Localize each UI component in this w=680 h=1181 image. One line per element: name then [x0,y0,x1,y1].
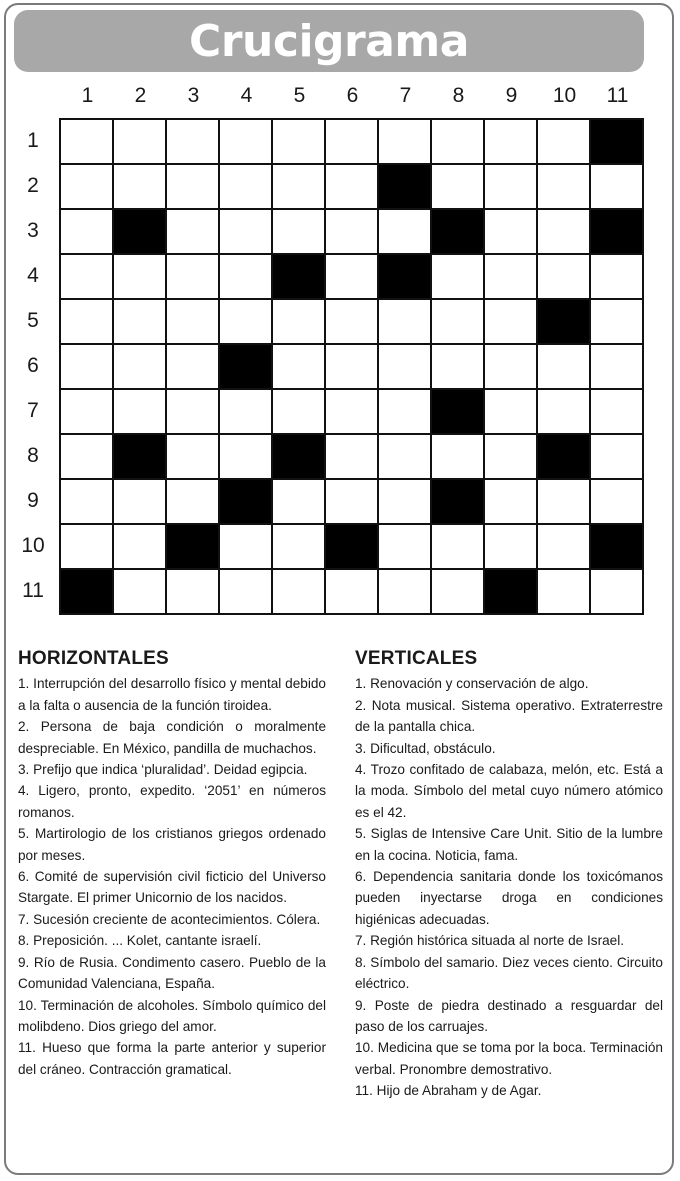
answer-cell[interactable] [273,390,324,433]
clue: 1. Renovación y conservación de algo. [355,676,589,692]
clue: 5. Siglas de Intensive Care Unit. Sitio de la lumbre en la cocina. Noticia, fama. [355,826,663,863]
answer-cell[interactable] [114,300,165,343]
row-number: 3 [27,219,39,242]
horizontal-clues-heading: HORIZONTALES [18,648,169,669]
answer-cell[interactable] [220,390,271,433]
answer-cell[interactable] [485,255,536,298]
clue: 3. Dificultad, obstáculo. [355,740,496,756]
black-cell [485,570,536,613]
answer-cell[interactable] [167,165,218,208]
clue: 1. Interrupción del desarrollo físico y mental debido a la falta o ausencia de la función tiroidea. [18,676,326,713]
answer-cell[interactable] [167,255,218,298]
answer-cell[interactable] [326,165,377,208]
answer-cell[interactable] [538,390,589,433]
black-cell [538,435,589,478]
answer-cell[interactable] [485,165,536,208]
clue: 9. Río de Rusia. Condimento casero. Pueblo de la Comunidad Valenciana, España. [18,954,326,992]
clue: 11. Hueso que forma la parte anterior y superior del cráneo. Contracción gramatical. [18,1040,326,1077]
answer-cell[interactable] [379,300,430,343]
answer-cell[interactable] [220,300,271,343]
vertical-clues [355,648,663,1102]
answer-cell[interactable] [326,480,377,523]
answer-cell[interactable] [538,525,589,568]
horizontal-clues [18,648,326,1080]
answer-cell[interactable] [591,300,642,343]
answer-cell[interactable] [61,165,112,208]
answer-cell[interactable] [591,345,642,388]
answer-cell[interactable] [167,390,218,433]
answer-cell[interactable] [432,120,483,163]
answer-cell[interactable] [591,480,642,523]
vertical-clue-list [355,673,663,1101]
answer-cell[interactable] [114,390,165,433]
black-cell [591,120,642,163]
horizontal-clue-list [18,673,326,1080]
answer-cell[interactable] [485,210,536,253]
clue: 9. Poste de piedra destinado a resguardar del paso de los carruajes. [355,997,663,1034]
column-number: 8 [452,84,465,107]
clue: 6. Dependencia sanitaria donde los toxicómanos pueden inyectarse droga en condiciones higiénicas adecuadas. [355,869,663,927]
answer-cell[interactable] [432,165,483,208]
clue: 6. Comité de supervisión civil ficticio del Universo Stargate. El primer Unicornio de los nacidos. [18,869,326,906]
answer-cell[interactable] [432,525,483,568]
answer-cell[interactable] [61,300,112,343]
black-cell [326,525,377,568]
column-number: 9 [505,84,518,107]
black-cell [432,210,483,253]
answer-cell[interactable] [379,345,430,388]
black-cell [114,435,165,478]
clue: 2. Nota musical. Sistema operativo. Extraterrestre de la pantalla chica. [355,697,663,735]
clue: 10. Medicina que se toma por la boca. Terminación verbal. Pronombre demostrativo. [355,1040,663,1077]
black-cell [114,210,165,253]
answer-cell[interactable] [61,345,112,388]
answer-cell[interactable] [485,480,536,523]
answer-cell[interactable] [114,165,165,208]
answer-cell[interactable] [538,210,589,253]
answer-cell[interactable] [591,570,642,613]
black-cell [273,255,324,298]
answer-cell[interactable] [273,480,324,523]
answer-cell[interactable] [432,300,483,343]
answer-cell[interactable] [485,300,536,343]
answer-cell[interactable] [220,255,271,298]
black-cell [273,435,324,478]
answer-cell[interactable] [591,390,642,433]
answer-cell[interactable] [432,345,483,388]
answer-cell[interactable] [167,300,218,343]
column-number: 6 [346,84,359,107]
crossword-grid [59,118,644,615]
answer-cell[interactable] [220,165,271,208]
column-number: 4 [240,84,253,107]
answer-cell[interactable] [591,255,642,298]
answer-cell[interactable] [273,120,324,163]
answer-cell[interactable] [326,210,377,253]
row-number: 2 [27,174,39,197]
answer-cell[interactable] [220,120,271,163]
answer-cell[interactable] [326,435,377,478]
answer-cell[interactable] [591,165,642,208]
answer-cell[interactable] [538,120,589,163]
answer-cell[interactable] [273,210,324,253]
row-number: 1 [27,129,39,152]
answer-cell[interactable] [220,210,271,253]
answer-cell[interactable] [61,390,112,433]
answer-cell[interactable] [61,525,112,568]
answer-cell[interactable] [326,300,377,343]
column-number: 1 [81,84,94,107]
column-number: 2 [134,84,147,107]
answer-cell[interactable] [485,390,536,433]
answer-cell[interactable] [432,570,483,613]
answer-cell[interactable] [485,120,536,163]
answer-cell[interactable] [167,435,218,478]
answer-cell[interactable] [326,120,377,163]
answer-cell[interactable] [273,345,324,388]
answer-cell[interactable] [167,210,218,253]
row-number: 8 [27,444,39,467]
black-cell [220,480,271,523]
clue: 7. Sucesión creciente de acontecimientos. Cólera. [18,911,321,927]
column-number: 11 [606,84,629,107]
answer-cell[interactable] [114,345,165,388]
answer-cell[interactable] [379,435,430,478]
clue: 3. Prefijo que indica ‘pluralidad’. Deidad egipcia. [18,762,308,778]
answer-cell[interactable] [61,435,112,478]
answer-cell[interactable] [379,480,430,523]
row-numbers [10,118,56,613]
answer-cell[interactable] [273,525,324,568]
black-cell [591,210,642,253]
row-number: 5 [27,309,39,332]
answer-cell[interactable] [61,255,112,298]
title-banner [14,10,644,72]
answer-cell[interactable] [220,570,271,613]
black-cell [61,570,112,613]
answer-cell[interactable] [167,345,218,388]
answer-cell[interactable] [326,345,377,388]
answer-cell[interactable] [538,480,589,523]
answer-cell[interactable] [114,480,165,523]
answer-cell[interactable] [379,120,430,163]
row-number: 4 [27,264,39,287]
clue: 11. Hijo de Abraham y de Agar. [355,1083,542,1099]
row-number: 10 [21,534,45,557]
answer-cell[interactable] [220,525,271,568]
answer-cell[interactable] [114,255,165,298]
answer-cell[interactable] [114,120,165,163]
answer-cell[interactable] [379,390,430,433]
answer-cell[interactable] [167,480,218,523]
clue: 4. Trozo confitado de calabaza, melón, etc. Está a la moda. Símbolo del metal cuyo número atómico es el 42. [355,762,663,820]
answer-cell[interactable] [114,525,165,568]
answer-cell[interactable] [273,300,324,343]
answer-cell[interactable] [538,165,589,208]
answer-cell[interactable] [432,255,483,298]
answer-cell[interactable] [485,525,536,568]
answer-cell[interactable] [485,435,536,478]
answer-cell[interactable] [538,345,589,388]
answer-cell[interactable] [379,570,430,613]
column-number: 7 [399,84,412,107]
answer-cell[interactable] [61,480,112,523]
clue: 8. Preposición. ... Kolet, cantante israelí. [18,933,262,949]
clue: 4. Ligero, pronto, expedito. ‘2051’ en números romanos. [18,783,326,820]
column-number: 5 [293,84,306,107]
clue: 5. Martirologio de los cristianos griegos ordenado por meses. [18,826,326,863]
clue: 7. Región histórica situada al norte de Israel. [355,933,625,949]
answer-cell[interactable] [273,570,324,613]
answer-cell[interactable] [220,435,271,478]
clue: 10. Terminación de alcoholes. Símbolo químico del molibdeno. Dios griego del amor. [18,997,326,1034]
answer-cell[interactable] [273,165,324,208]
answer-cell[interactable] [326,570,377,613]
answer-cell[interactable] [326,390,377,433]
answer-cell[interactable] [485,345,536,388]
answer-cell[interactable] [61,120,112,163]
answer-cell[interactable] [379,525,430,568]
answer-cell[interactable] [432,435,483,478]
column-number: 10 [552,84,577,107]
black-cell [432,390,483,433]
row-number: 9 [27,489,39,512]
row-number: 11 [22,579,44,602]
black-cell [432,480,483,523]
vertical-clues-heading: VERTICALES [355,648,478,669]
black-cell [591,525,642,568]
answer-cell[interactable] [114,570,165,613]
answer-cell[interactable] [61,210,112,253]
row-number: 6 [27,354,39,377]
answer-cell[interactable] [591,435,642,478]
black-cell [379,165,430,208]
black-cell [220,345,271,388]
answer-cell[interactable] [326,255,377,298]
column-numbers [61,84,644,112]
black-cell [379,255,430,298]
answer-cell[interactable] [538,255,589,298]
black-cell [167,525,218,568]
clue: 8. Símbolo del samario. Diez veces ciento. Circuito eléctrico. [355,954,663,992]
row-number: 7 [27,399,39,422]
clue: 2. Persona de baja condición o moralmente despreciable. En México, pandilla de muchachos. [18,719,326,756]
answer-cell[interactable] [167,570,218,613]
black-cell [538,300,589,343]
answer-cell[interactable] [167,120,218,163]
answer-cell[interactable] [379,210,430,253]
column-number: 3 [187,84,200,107]
page-title: Crucigrama [189,15,469,67]
answer-cell[interactable] [538,570,589,613]
